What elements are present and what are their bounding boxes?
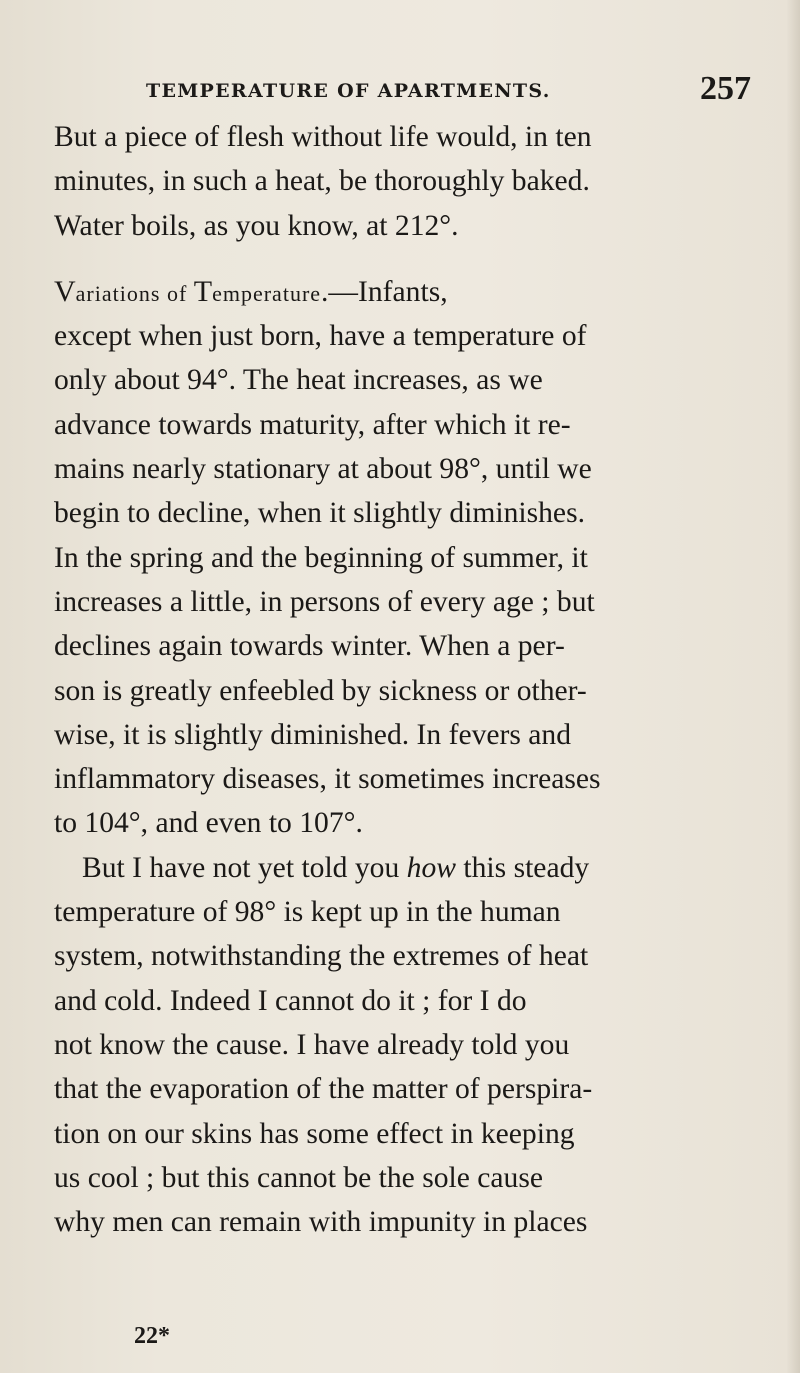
text-line: declines again towards winter. When a per- [54, 630, 565, 663]
text-line [54, 846, 754, 890]
text-run: this steady [456, 851, 590, 884]
text-line: Water boils, as you know, at 212°. [54, 209, 459, 242]
text-line: inflammatory diseases, it sometimes increases [54, 763, 601, 796]
text-line: In the spring and the beginning of summer, it [54, 541, 588, 574]
body-text [54, 115, 754, 1244]
text-run: But I have not yet told you [82, 851, 407, 884]
signature-mark: 22* [134, 1323, 170, 1349]
section-heading-initial-t: T [193, 274, 213, 308]
text-line: temperature of 98° is kept up in the human [54, 896, 561, 929]
page-number: 257 [700, 70, 751, 107]
text-line: mains nearly stationary at about 98°, until we [54, 453, 592, 486]
text-line: to 104°, and even to 107°. [54, 807, 363, 840]
emphasis-how: how [406, 851, 457, 884]
text-run: Infants, [358, 275, 448, 308]
text-line: advance towards maturity, after which it re- [54, 408, 571, 441]
text-line: except when just born, have a temperature of [54, 320, 587, 353]
text-line: wise, it is slightly diminished. In fevers and [54, 718, 572, 751]
text-line: tion on our skins has some effect in keeping [54, 1117, 575, 1150]
text-line: and cold. Indeed I cannot do it ; for I do [54, 984, 527, 1017]
text-line: system, notwithstanding the extremes of heat [54, 940, 589, 973]
text-line: son is greatly enfeebled by sickness or other- [54, 674, 587, 707]
section-heading-word-of: of [160, 280, 194, 306]
text-line: why men can remain with impunity in places [54, 1206, 588, 1239]
section-heading-word-2: emperature [212, 280, 322, 306]
section-heading-initial-v: V [54, 274, 76, 308]
running-head-title: TEMPERATURE OF APARTMENTS. [146, 80, 551, 102]
section-heading-dash: .— [321, 275, 359, 308]
page-edge-shadow [786, 0, 800, 1373]
text-line: begin to decline, when it slightly diminishes. [54, 497, 585, 530]
section-heading-line [54, 270, 754, 314]
text-line: us cool ; but this cannot be the sole cause [54, 1161, 544, 1194]
text-line: not know the cause. I have already told you [54, 1028, 570, 1061]
text-line: that the evaporation of the matter of perspira- [54, 1073, 593, 1106]
section-heading-word-1: ariations [75, 280, 161, 306]
text-line: But a piece of flesh without life would, in ten [54, 121, 592, 153]
text-line: minutes, in such a heat, be thoroughly baked. [54, 165, 590, 198]
text-line: increases a little, in persons of every age ; but [54, 585, 595, 618]
text-line: only about 94°. The heat increases, as we [54, 364, 543, 397]
